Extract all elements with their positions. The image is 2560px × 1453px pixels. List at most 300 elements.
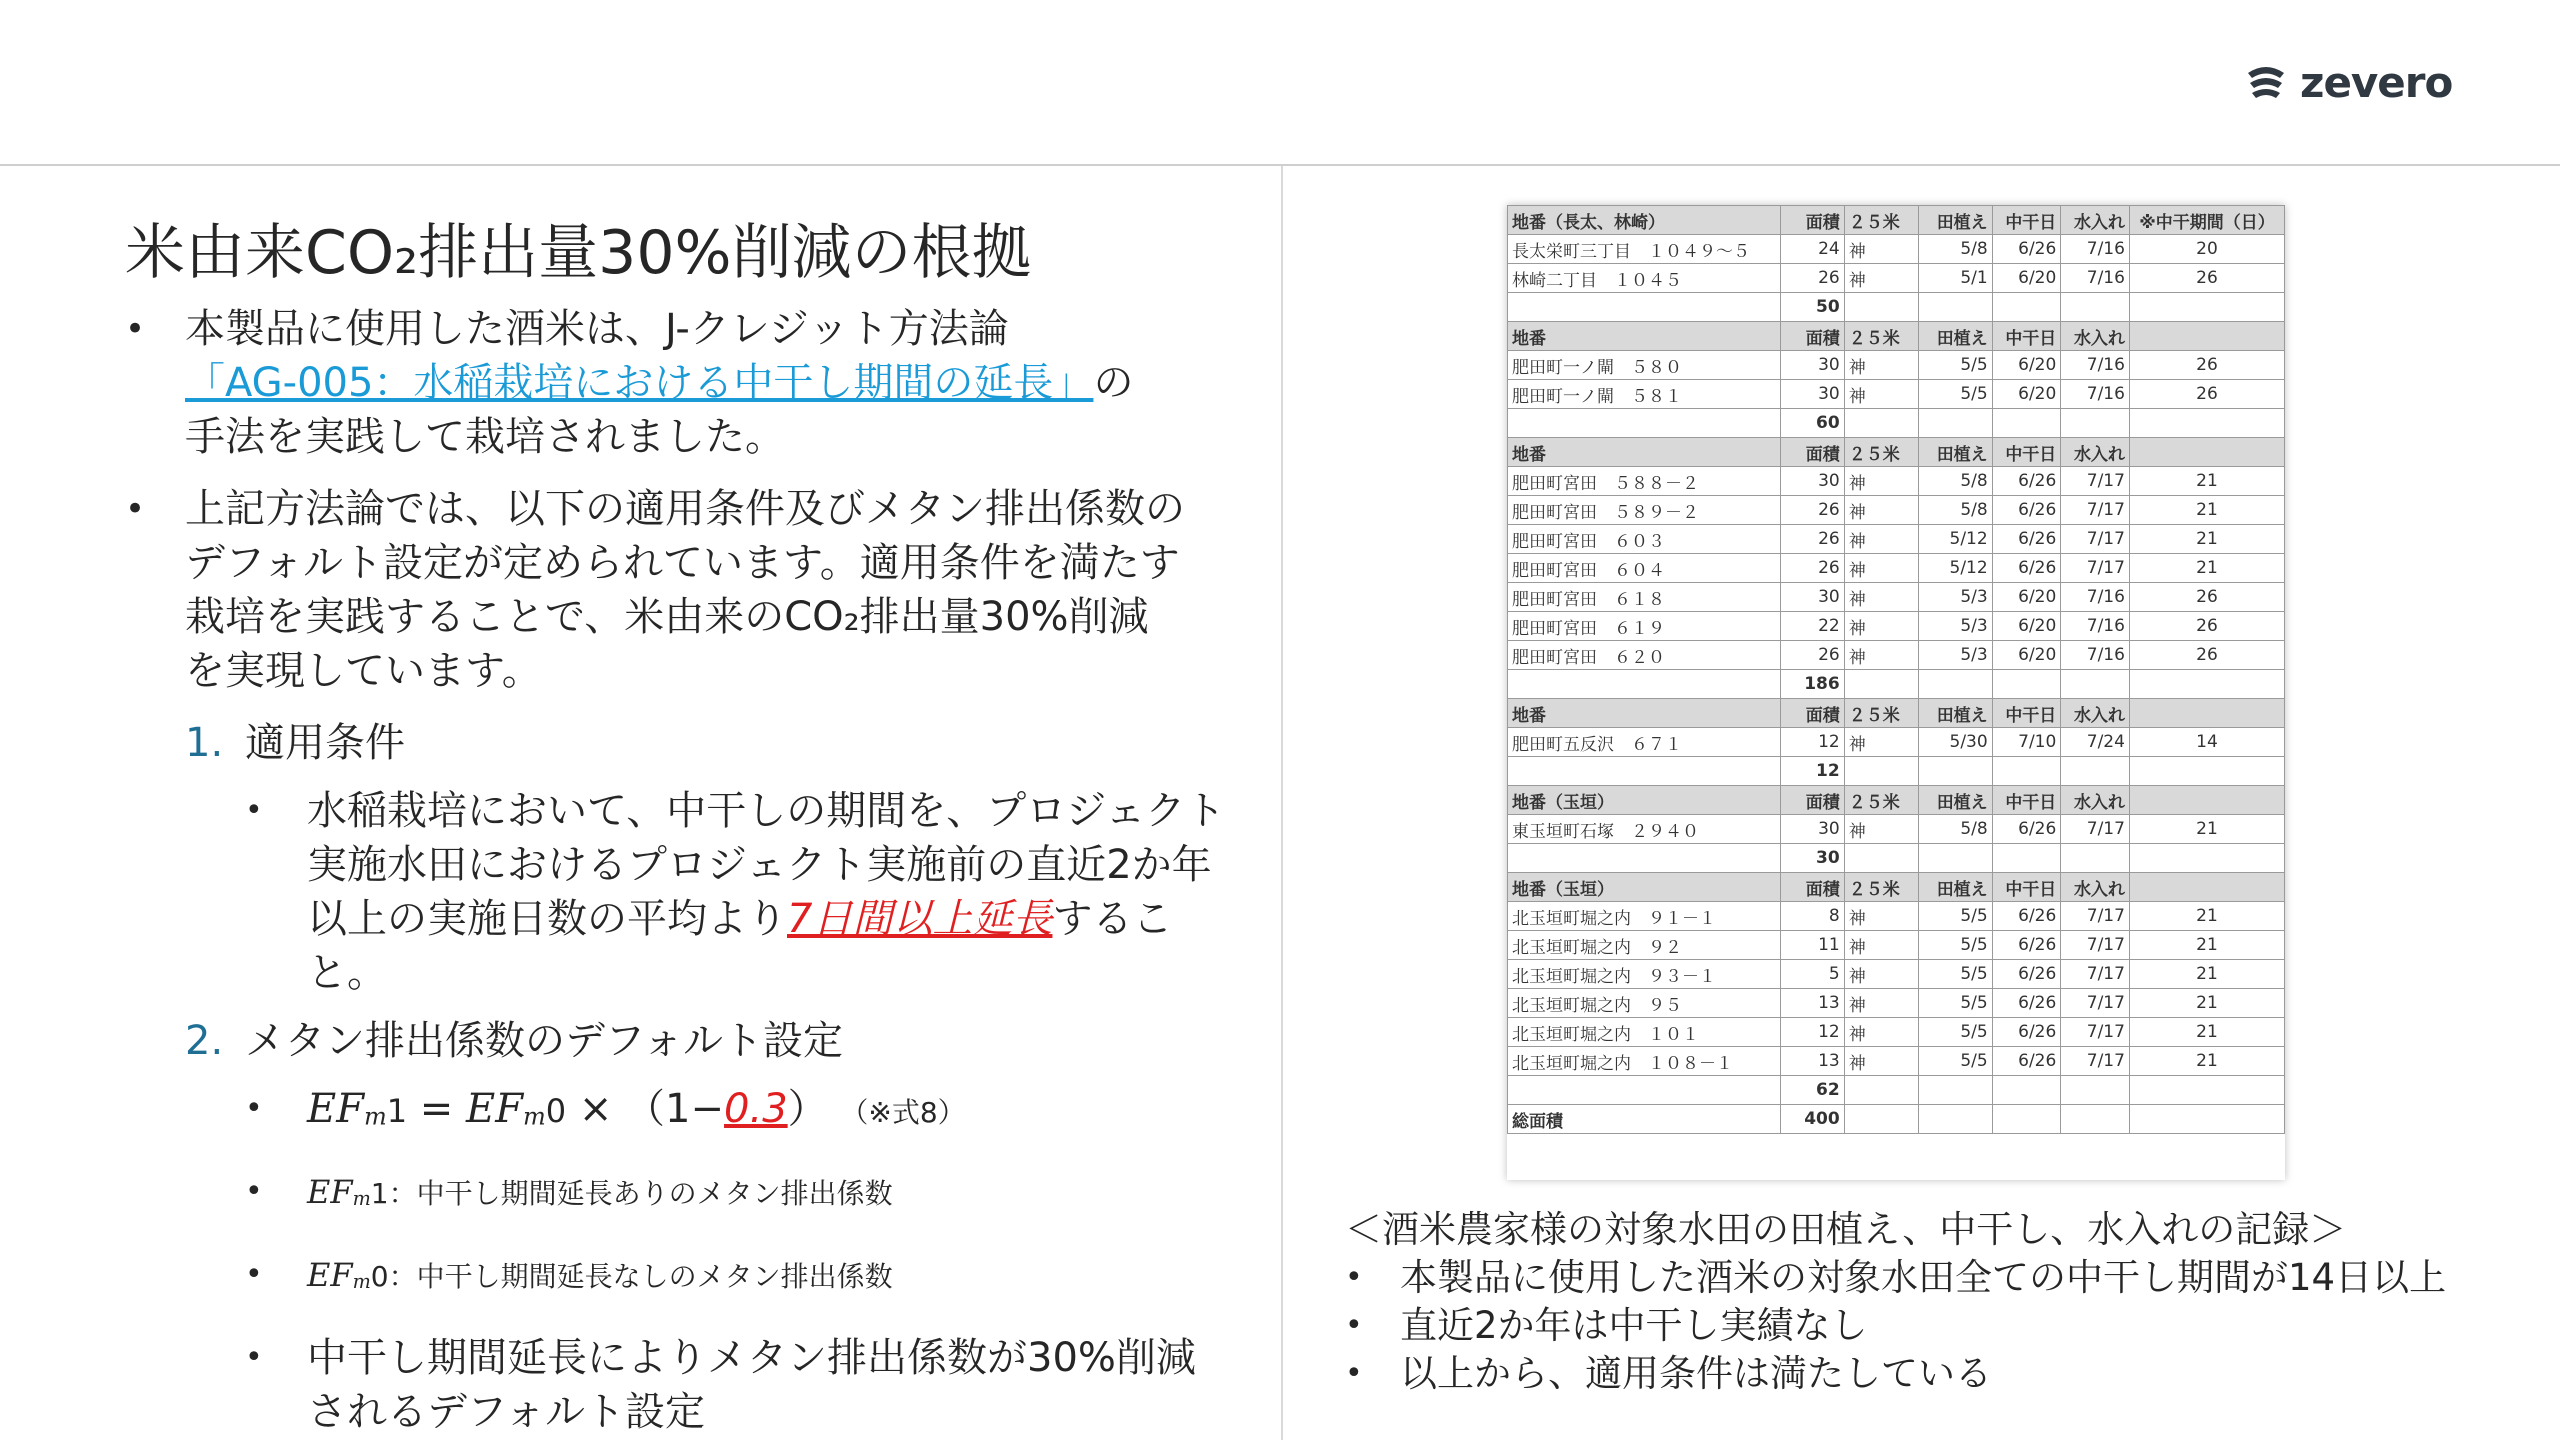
table-row xyxy=(1508,235,2285,264)
table-cell: 5/30 xyxy=(1918,728,1992,757)
table-cell: 5/5 xyxy=(1918,351,1992,380)
table-row xyxy=(1508,989,2285,1018)
table-cell: 肥田町宮田 ６０４ xyxy=(1508,554,1781,583)
table-row xyxy=(1508,525,2285,554)
table-cell: 東玉垣町石塚 ２９４０ xyxy=(1508,815,1781,844)
zevero-logo-icon xyxy=(2242,59,2290,107)
table-cell xyxy=(2061,409,2130,438)
table-cell: 田植え xyxy=(1918,786,1992,815)
bullet-methodology xyxy=(125,302,1245,464)
table-cell: ２５米 xyxy=(1844,206,1918,235)
table-cell: 21 xyxy=(2129,931,2284,960)
table-cell xyxy=(1844,409,1918,438)
table-cell: ２５米 xyxy=(1844,786,1918,815)
table-cell: 5/12 xyxy=(1918,525,1992,554)
table-cell: 神 xyxy=(1844,264,1918,293)
table-cell: 26 xyxy=(2129,583,2284,612)
table-cell: 7/17 xyxy=(2061,496,2130,525)
table-cell: 神 xyxy=(1844,583,1918,612)
table-cell: 21 xyxy=(2129,496,2284,525)
table-cell xyxy=(2129,409,2284,438)
zevero-logo xyxy=(2242,58,2452,107)
bullet-dot: • xyxy=(125,489,146,529)
table-cell: 7/17 xyxy=(2061,902,2130,931)
table-cell: 21 xyxy=(2129,989,2284,1018)
table-cell: 14 xyxy=(2129,728,2284,757)
table-subtotal-row xyxy=(1508,1105,2285,1134)
table-row xyxy=(1508,351,2285,380)
table-cell xyxy=(2061,1105,2130,1134)
item1-sub-bullet xyxy=(245,784,1245,1000)
table-cell: 5/5 xyxy=(1918,1047,1992,1076)
table-cell: 6/20 xyxy=(1992,583,2061,612)
table-cell: 7/16 xyxy=(2061,641,2130,670)
item2-label: メタン排出係数のデフォルト設定 xyxy=(245,1018,843,1064)
formula-note: （※式8） xyxy=(840,1096,966,1129)
table-cell: 26 xyxy=(2129,641,2284,670)
table-cell xyxy=(2129,786,2284,815)
table-cell: 林崎二丁目 １０４５ xyxy=(1508,264,1781,293)
table-cell: 田植え xyxy=(1918,322,1992,351)
table-cell: 62 xyxy=(1781,1076,1844,1105)
record-table-image xyxy=(1507,205,2285,1180)
table-cell: 地番 xyxy=(1508,322,1781,351)
table-cell: 北玉垣町堀之内 ９１－１ xyxy=(1508,902,1781,931)
table-cell: ２５米 xyxy=(1844,699,1918,728)
table-cell: 26 xyxy=(1781,641,1844,670)
table-cell: 26 xyxy=(2129,351,2284,380)
table-cell: 5/1 xyxy=(1918,264,1992,293)
table-row xyxy=(1508,728,2285,757)
table-cell: 神 xyxy=(1844,728,1918,757)
table-cell: 21 xyxy=(2129,960,2284,989)
table-cell: 30 xyxy=(1781,380,1844,409)
table-cell: 面積 xyxy=(1781,438,1844,467)
def0-text: ：中干し期間延長なしのメタン排出係数 xyxy=(388,1260,893,1294)
table-cell: 田植え xyxy=(1918,438,1992,467)
table-cell: 神 xyxy=(1844,641,1918,670)
table-cell xyxy=(2129,670,2284,699)
bullet-dot: • xyxy=(245,1340,263,1376)
table-header-row xyxy=(1508,873,2285,902)
table-cell: 地番 xyxy=(1508,699,1781,728)
table-cell: 北玉垣町堀之内 １０８－１ xyxy=(1508,1047,1781,1076)
table-cell: 5/5 xyxy=(1918,931,1992,960)
table-cell: 6/26 xyxy=(1992,1018,2061,1047)
table-cell: 6/26 xyxy=(1992,235,2061,264)
table-cell: 60 xyxy=(1781,409,1844,438)
table-cell: 6/20 xyxy=(1992,380,2061,409)
table-cell: 5/5 xyxy=(1918,989,1992,1018)
table-cell: 26 xyxy=(2129,380,2284,409)
table-cell: 水入れ xyxy=(2061,873,2130,902)
table-cell xyxy=(1918,844,1992,873)
table-cell: 7/16 xyxy=(2061,264,2130,293)
table-cell: 21 xyxy=(2129,1047,2284,1076)
table-cell xyxy=(1918,409,1992,438)
table-cell: 22 xyxy=(1781,612,1844,641)
table-cell: 12 xyxy=(1781,757,1844,786)
table-cell xyxy=(2061,1076,2130,1105)
table-cell xyxy=(2129,322,2284,351)
table-cell: 6/26 xyxy=(1992,989,2061,1018)
table-cell: 神 xyxy=(1844,989,1918,1018)
bullet-dot: • xyxy=(1345,1260,1363,1295)
bullet1-post1: の xyxy=(1093,360,1134,406)
table-cell: 26 xyxy=(1781,554,1844,583)
table-cell: 田植え xyxy=(1918,873,1992,902)
table-cell: 7/17 xyxy=(2061,1018,2130,1047)
table-cell: 7/16 xyxy=(2061,583,2130,612)
table-cell: 6/26 xyxy=(1992,554,2061,583)
table-cell: 50 xyxy=(1781,293,1844,322)
table-cell: 7/17 xyxy=(2061,525,2130,554)
table-cell xyxy=(2129,844,2284,873)
table-subtotal-row xyxy=(1508,1076,2285,1105)
table-row xyxy=(1508,496,2285,525)
table-cell: 田植え xyxy=(1918,699,1992,728)
def1-text: ：中干し期間延長ありのメタン排出係数 xyxy=(388,1177,893,1211)
item1-sub-red: 7日間以上延長 xyxy=(787,896,1053,942)
table-cell: 中干日 xyxy=(1992,438,2061,467)
table-cell: 中干日 xyxy=(1992,206,2061,235)
table-cell: 中干日 xyxy=(1992,322,2061,351)
table-cell: 5 xyxy=(1781,960,1844,989)
table-cell: ２５米 xyxy=(1844,322,1918,351)
table-cell: 30 xyxy=(1781,583,1844,612)
table-row xyxy=(1508,641,2285,670)
table-cell: 神 xyxy=(1844,525,1918,554)
table-cell xyxy=(1918,1076,1992,1105)
table-cell: 6/26 xyxy=(1992,931,2061,960)
table-cell: 7/17 xyxy=(2061,1047,2130,1076)
table-cell xyxy=(1508,293,1781,322)
table-cell: 田植え xyxy=(1918,206,1992,235)
table-cell: 神 xyxy=(1844,612,1918,641)
table-header-row xyxy=(1508,322,2285,351)
table-subtotal-row xyxy=(1508,844,2285,873)
item2-number: 2. xyxy=(185,1018,224,1064)
table-cell: 肥田町宮田 ６１９ xyxy=(1508,612,1781,641)
table-subtotal-row xyxy=(1508,670,2285,699)
def-ef1-row: • $EF_m1$：中干し期間延長ありのメタン排出係数 xyxy=(245,1165,1245,1226)
right-bullet-2: • 直近2か年は中干し実績なし xyxy=(1345,1302,2525,1350)
table-cell xyxy=(1844,757,1918,786)
table-cell: 神 xyxy=(1844,815,1918,844)
table-cell: 30 xyxy=(1781,815,1844,844)
table-cell xyxy=(1508,670,1781,699)
table-cell: 肥田町宮田 ５８９－２ xyxy=(1508,496,1781,525)
table-cell: 5/5 xyxy=(1918,960,1992,989)
table-cell: 6/20 xyxy=(1992,264,2061,293)
table-cell: 神 xyxy=(1844,960,1918,989)
table-cell xyxy=(1508,1076,1781,1105)
table-cell: 北玉垣町堀之内 ９５ xyxy=(1508,989,1781,1018)
table-header-row xyxy=(1508,438,2285,467)
formula-red-value: 0.3 xyxy=(724,1086,788,1132)
table-cell: 7/17 xyxy=(2061,815,2130,844)
bullet-dot: • xyxy=(245,1174,263,1210)
table-cell: 12 xyxy=(1781,728,1844,757)
right-caption-block xyxy=(1345,1206,2525,1398)
table-cell: 7/17 xyxy=(2061,467,2130,496)
bullet-dot: • xyxy=(1345,1356,1363,1391)
table-cell: 7/16 xyxy=(2061,351,2130,380)
table-cell xyxy=(1992,670,2061,699)
methodology-link[interactable]: 「AG-005：水稲栽培における中干し期間の延長」 xyxy=(185,360,1094,406)
table-cell: 13 xyxy=(1781,989,1844,1018)
table-cell: 21 xyxy=(2129,525,2284,554)
table-cell: 21 xyxy=(2129,554,2284,583)
table-cell: 7/10 xyxy=(1992,728,2061,757)
table-cell xyxy=(1844,293,1918,322)
table-cell: 5/12 xyxy=(1918,554,1992,583)
table-cell: 5/5 xyxy=(1918,902,1992,931)
table-cell xyxy=(2061,670,2130,699)
table-cell: 水入れ xyxy=(2061,438,2130,467)
table-cell: 6/26 xyxy=(1992,815,2061,844)
table-row xyxy=(1508,931,2285,960)
bullet1-pre: 本製品に使用した酒米は、J-クレジット方法論 xyxy=(185,306,1009,352)
table-cell: 6/26 xyxy=(1992,525,2061,554)
table-cell: 26 xyxy=(1781,496,1844,525)
table-cell: 神 xyxy=(1844,1018,1918,1047)
table-cell: 北玉垣町堀之内 １０１ xyxy=(1508,1018,1781,1047)
table-cell: 26 xyxy=(2129,264,2284,293)
table-cell: 400 xyxy=(1781,1105,1844,1134)
table-subtotal-row xyxy=(1508,409,2285,438)
table-cell: 6/26 xyxy=(1992,1047,2061,1076)
table-cell: 5/8 xyxy=(1918,496,1992,525)
table-cell: 面積 xyxy=(1781,206,1844,235)
table-cell: 11 xyxy=(1781,931,1844,960)
table-cell: ２５米 xyxy=(1844,873,1918,902)
table-cell: 神 xyxy=(1844,902,1918,931)
table-row xyxy=(1508,612,2285,641)
header-divider xyxy=(0,164,2560,166)
table-cell: 水入れ xyxy=(2061,322,2130,351)
table-cell: 6/20 xyxy=(1992,641,2061,670)
table-cell: 北玉垣町堀之内 ９３－１ xyxy=(1508,960,1781,989)
table-cell xyxy=(1992,1105,2061,1134)
table-cell: 神 xyxy=(1844,235,1918,264)
logo-text: zevero xyxy=(2300,58,2453,107)
table-header-row xyxy=(1508,699,2285,728)
table-header-row xyxy=(1508,206,2285,235)
table-cell: 21 xyxy=(2129,1018,2284,1047)
table-cell: 面積 xyxy=(1781,699,1844,728)
table-cell: 北玉垣町堀之内 ９２ xyxy=(1508,931,1781,960)
table-row xyxy=(1508,960,2285,989)
table-cell: 6/26 xyxy=(1992,960,2061,989)
table-cell: 6/26 xyxy=(1992,467,2061,496)
table-cell: 肥田町宮田 ６０３ xyxy=(1508,525,1781,554)
table-cell: 肥田町宮田 ６２０ xyxy=(1508,641,1781,670)
table-cell: 30 xyxy=(1781,844,1844,873)
bullet-dot: • xyxy=(245,1257,263,1293)
table-caption: ＜酒米農家様の対象水田の田植え、中干し、水入れの記録＞ xyxy=(1345,1208,2347,1251)
paddy-record-table xyxy=(1507,205,2285,1134)
table-cell: 5/8 xyxy=(1918,467,1992,496)
bullet1-post2: 手法を実践して栽培されました。 xyxy=(185,414,785,460)
table-cell xyxy=(2129,438,2284,467)
table-cell: 7/24 xyxy=(2061,728,2130,757)
bullet-dot: • xyxy=(245,1091,263,1126)
table-cell: 5/3 xyxy=(1918,612,1992,641)
table-cell xyxy=(2129,1076,2284,1105)
table-cell: 地番（玉垣） xyxy=(1508,873,1781,902)
table-cell: 26 xyxy=(2129,612,2284,641)
column-divider xyxy=(1281,166,1283,1440)
table-cell: 水入れ xyxy=(2061,786,2130,815)
table-cell: 肥田町五反沢 ６７１ xyxy=(1508,728,1781,757)
table-cell: 5/3 xyxy=(1918,641,1992,670)
table-cell: 21 xyxy=(2129,467,2284,496)
table-cell: 地番（玉垣） xyxy=(1508,786,1781,815)
table-cell: 肥田町宮田 ６１８ xyxy=(1508,583,1781,612)
table-row xyxy=(1508,554,2285,583)
table-row xyxy=(1508,264,2285,293)
table-cell: 5/5 xyxy=(1918,1018,1992,1047)
table-cell: 7/16 xyxy=(2061,380,2130,409)
table-cell xyxy=(2129,873,2284,902)
table-cell xyxy=(1508,757,1781,786)
item1-label: 適用条件 xyxy=(245,720,405,766)
table-cell: ※中干期間（日） xyxy=(2129,206,2284,235)
table-cell: 5/8 xyxy=(1918,815,1992,844)
table-cell: 肥田町一ノ閘 ５８１ xyxy=(1508,380,1781,409)
table-cell: 中干日 xyxy=(1992,873,2061,902)
table-cell: 7/17 xyxy=(2061,960,2130,989)
table-row xyxy=(1508,467,2285,496)
table-cell: 地番（長太、林崎） xyxy=(1508,206,1781,235)
table-row xyxy=(1508,815,2285,844)
table-row xyxy=(1508,902,2285,931)
table-cell xyxy=(1918,670,1992,699)
table-cell: 神 xyxy=(1844,380,1918,409)
table-row xyxy=(1508,1047,2285,1076)
table-cell: 肥田町一ノ閘 ５８０ xyxy=(1508,351,1781,380)
table-cell xyxy=(1918,293,1992,322)
table-cell: 30 xyxy=(1781,467,1844,496)
table-cell: 5/5 xyxy=(1918,380,1992,409)
table-row xyxy=(1508,380,2285,409)
def-ef0-row: • $EF_m0$：中干し期間延長なしのメタン排出係数 xyxy=(245,1248,1245,1309)
table-cell: 総面積 xyxy=(1508,1105,1781,1134)
table-cell: 24 xyxy=(1781,235,1844,264)
table-cell: 26 xyxy=(1781,525,1844,554)
table-cell xyxy=(1508,409,1781,438)
table-cell: 7/16 xyxy=(2061,612,2130,641)
table-cell xyxy=(2129,1105,2284,1134)
table-cell: 面積 xyxy=(1781,322,1844,351)
table-cell: 神 xyxy=(1844,554,1918,583)
left-content xyxy=(125,302,1245,1453)
table-cell: 中干日 xyxy=(1992,699,2061,728)
table-subtotal-row xyxy=(1508,293,2285,322)
item1-sub-pre: 水稲栽培において、中干しの期間を、プロジェクト実施水田におけるプロジェクト実施前の直近2か年以上の実施日数の平均より xyxy=(307,788,1226,942)
formula-row xyxy=(245,1082,1245,1143)
table-cell: 6/26 xyxy=(1992,496,2061,525)
table-cell xyxy=(1992,409,2061,438)
table-cell: 神 xyxy=(1844,467,1918,496)
table-cell: 神 xyxy=(1844,1047,1918,1076)
table-cell: 6/20 xyxy=(1992,351,2061,380)
table-cell: 6/26 xyxy=(1992,902,2061,931)
table-cell xyxy=(2061,757,2130,786)
table-cell xyxy=(2061,293,2130,322)
page-title: 米由来CO₂排出量30%削減の根拠 xyxy=(125,218,1032,288)
table-cell xyxy=(1918,757,1992,786)
table-cell: 30 xyxy=(1781,351,1844,380)
table-cell xyxy=(1844,1076,1918,1105)
formula: $EF_m1 = EF_m0 \times (1-0.3)$ （※式8） xyxy=(307,1086,966,1132)
sub4-text: 中干し期間延長によりメタン排出係数が30%削減されるデフォルト設定 xyxy=(307,1335,1196,1436)
table-cell: 神 xyxy=(1844,496,1918,525)
item1-number: 1. xyxy=(185,720,224,766)
table-cell: 6/20 xyxy=(1992,612,2061,641)
table-cell: 5/3 xyxy=(1918,583,1992,612)
table-cell: 186 xyxy=(1781,670,1844,699)
bullet-dot: • xyxy=(245,793,263,828)
table-cell: 肥田町宮田 ５８８－２ xyxy=(1508,467,1781,496)
table-cell: 5/8 xyxy=(1918,235,1992,264)
bullet-conditions xyxy=(125,482,1245,698)
table-cell: 21 xyxy=(2129,815,2284,844)
table-cell xyxy=(1918,1105,1992,1134)
table-cell: 面積 xyxy=(1781,873,1844,902)
table-cell: 地番 xyxy=(1508,438,1781,467)
table-cell: 7/17 xyxy=(2061,554,2130,583)
item1-sub-post: すること。 xyxy=(307,896,1173,996)
table-cell xyxy=(1844,1105,1918,1134)
table-cell: 21 xyxy=(2129,902,2284,931)
table-cell: ２５米 xyxy=(1844,438,1918,467)
table-cell: 26 xyxy=(1781,264,1844,293)
table-cell xyxy=(1992,757,2061,786)
bullet-dot: • xyxy=(1345,1308,1363,1343)
table-cell: 中干日 xyxy=(1992,786,2061,815)
table-cell: 20 xyxy=(2129,235,2284,264)
bullet-dot: • xyxy=(125,309,146,349)
table-cell: 神 xyxy=(1844,351,1918,380)
table-row xyxy=(1508,583,2285,612)
table-cell xyxy=(1992,1076,2061,1105)
table-cell xyxy=(2129,699,2284,728)
table-cell xyxy=(2061,844,2130,873)
table-cell xyxy=(1992,844,2061,873)
table-cell xyxy=(1992,293,2061,322)
table-cell: 面積 xyxy=(1781,786,1844,815)
table-cell xyxy=(2129,757,2284,786)
table-cell: 8 xyxy=(1781,902,1844,931)
table-row xyxy=(1508,1018,2285,1047)
table-cell: 7/16 xyxy=(2061,235,2130,264)
sub4-row xyxy=(245,1331,1245,1439)
table-cell: 13 xyxy=(1781,1047,1844,1076)
right-bullet-3: • 以上から、適用条件は満たしている xyxy=(1345,1350,2525,1398)
table-subtotal-row xyxy=(1508,757,2285,786)
table-cell: 7/17 xyxy=(2061,989,2130,1018)
table-cell: 12 xyxy=(1781,1018,1844,1047)
table-header-row xyxy=(1508,786,2285,815)
table-cell: 神 xyxy=(1844,931,1918,960)
table-cell: 水入れ xyxy=(2061,699,2130,728)
table-cell xyxy=(1844,670,1918,699)
table-cell xyxy=(1844,844,1918,873)
table-cell xyxy=(1508,844,1781,873)
table-cell: 7/17 xyxy=(2061,931,2130,960)
